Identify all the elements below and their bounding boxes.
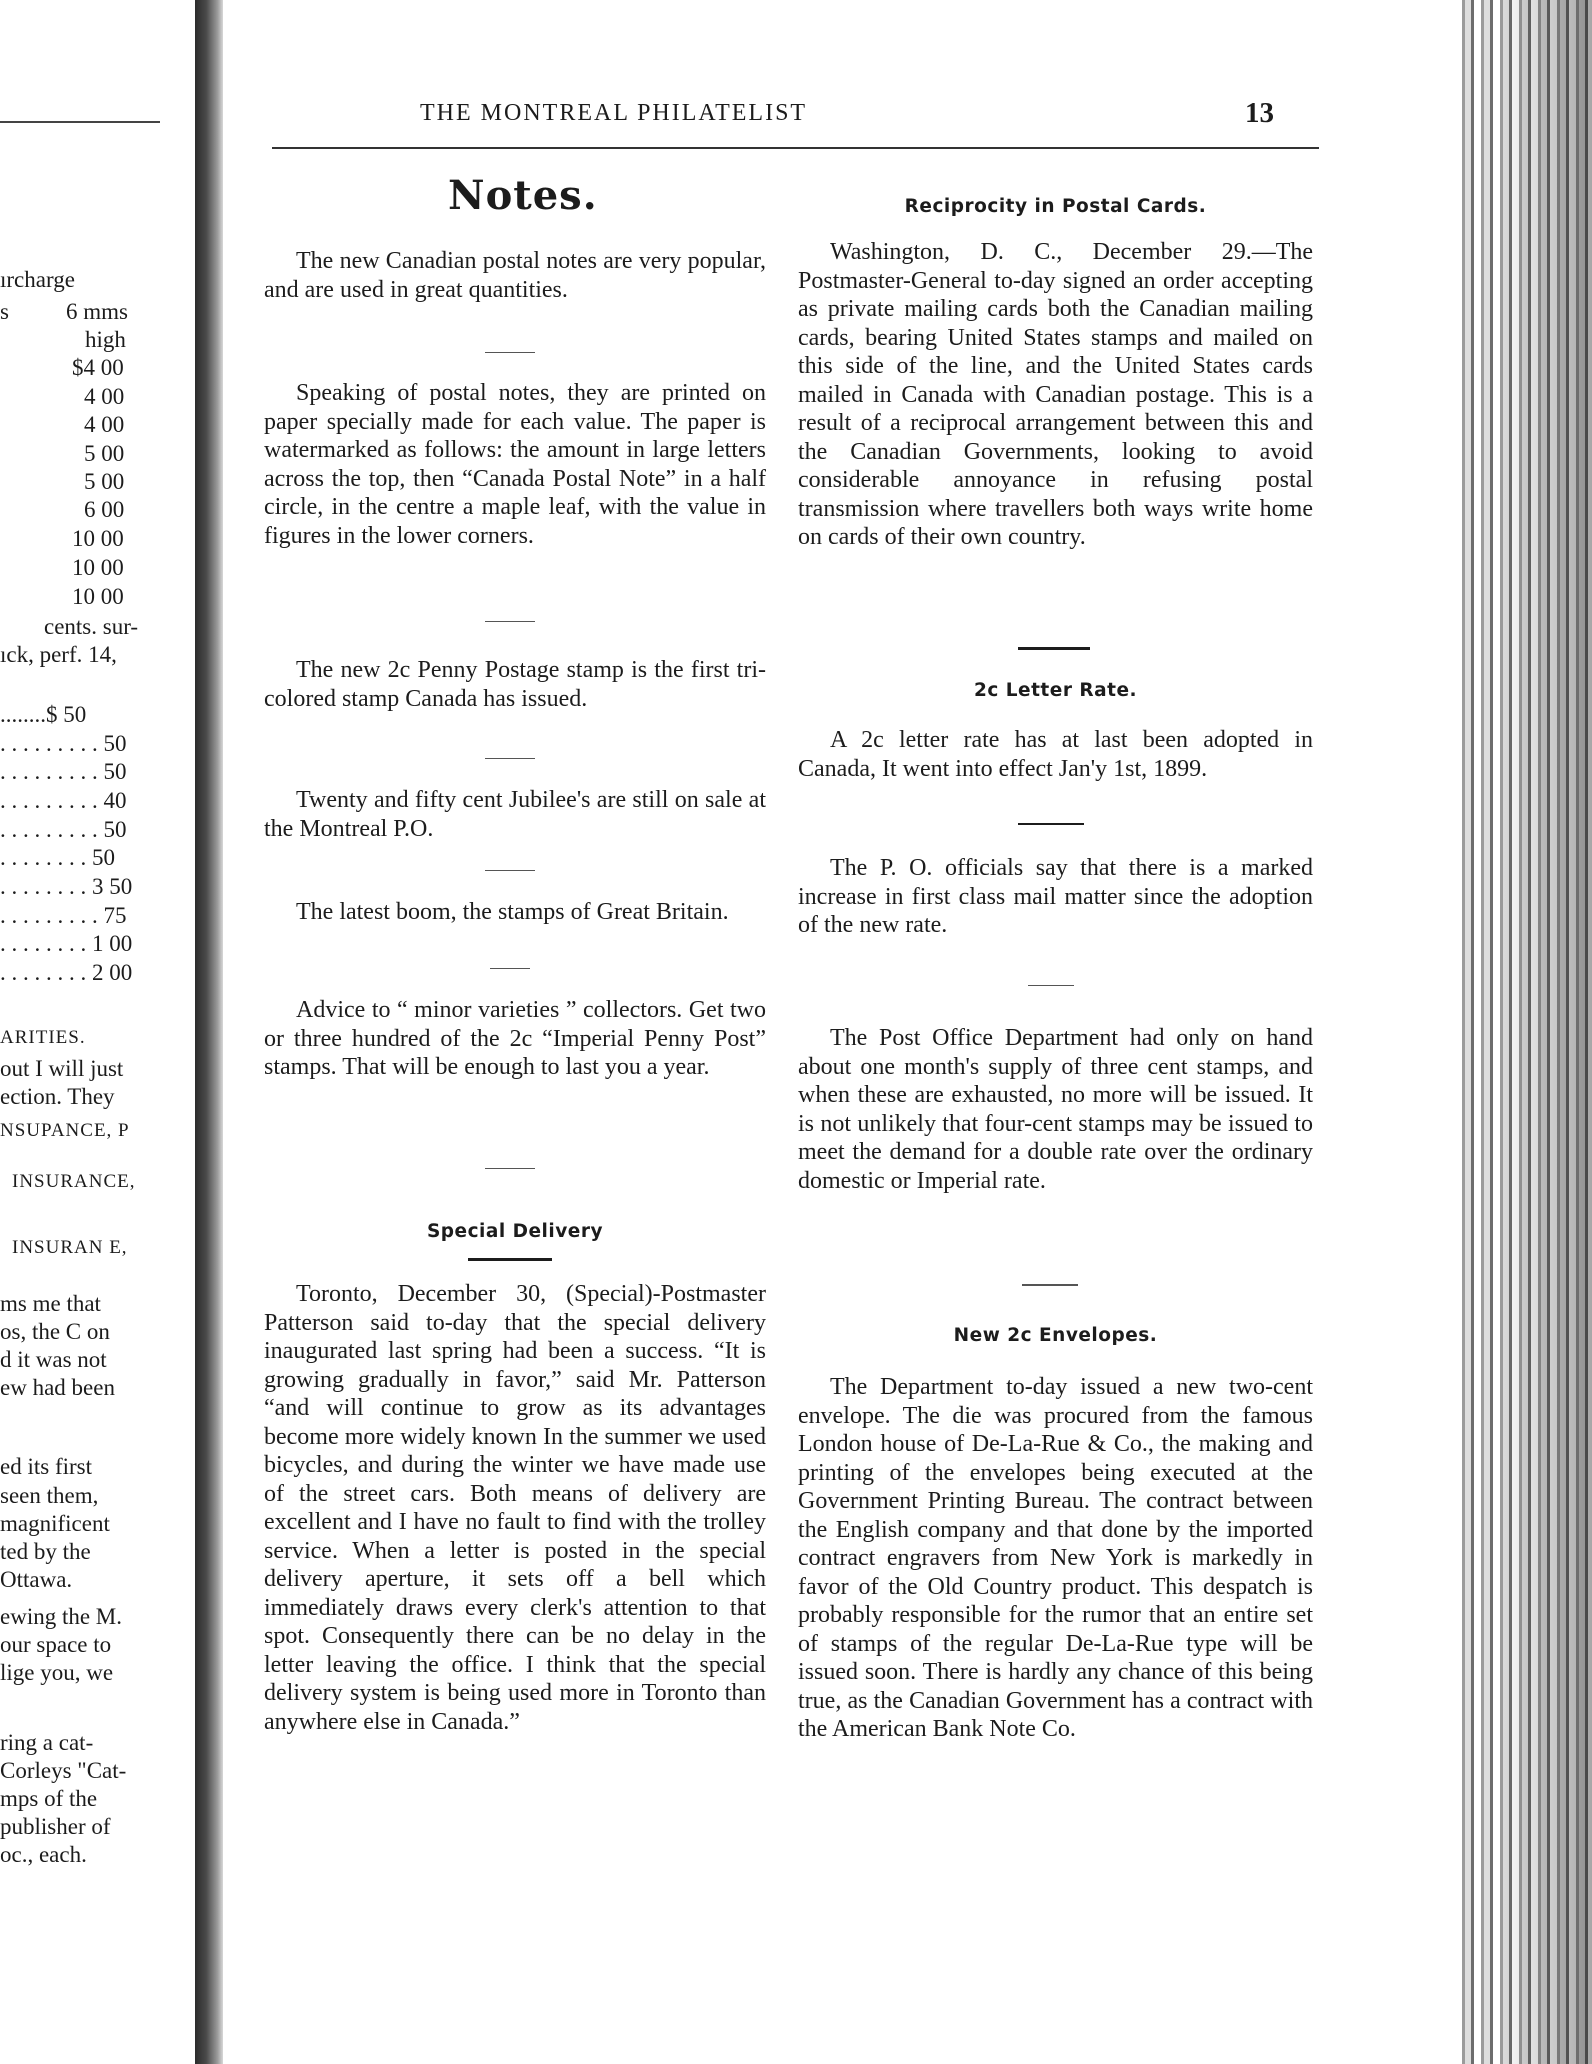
section-separator	[1028, 985, 1074, 986]
fragment-line: 5 00	[84, 469, 125, 494]
fragment-line: out I will just	[0, 1056, 124, 1081]
fragment-line: ew had been	[0, 1375, 115, 1400]
notes-paragraph: The new Canadian postal notes are very popular, and are used in great quantities.	[264, 248, 766, 303]
special-delivery-heading: Special Delivery	[426, 1221, 604, 1242]
notes-paragraph: Twenty and fifty cent Jubilee's are still on sale at the Montreal P.O.	[264, 787, 766, 842]
notes-paragraph: The latest boom, the stamps of Great Britain.	[296, 899, 729, 925]
po-officials-paragraph: The P. O. officials say that there is a marked increase in first class mail matter since the adoption of the new rate.	[798, 855, 1313, 938]
three-cent-paragraph: The Post Office Department had only on hand about one month's supply of three cent stamps, and when these are exhausted, no more will be issued. It is not unlikely that four-cent stamps may be issued to meet the demand for a double rate over the ordinary domestic or Imperial rate.	[798, 1025, 1313, 1194]
fragment-line: . . . . . . . . . 75	[0, 903, 127, 928]
fragment-line: ırcharge	[0, 267, 75, 292]
fragment-line: ms me that	[0, 1291, 101, 1316]
fragment-line: NSUPANCE, P	[0, 1120, 130, 1141]
fragment-line: our space to	[0, 1632, 112, 1657]
fragment-line: seen them,	[0, 1483, 99, 1508]
fragment-line: d it was not	[0, 1347, 107, 1372]
fragment-line: ed its first	[0, 1454, 92, 1479]
notes-paragraph: Advice to “ minor varieties ” collectors. Get two or three hundred of the 2c “Imperial Penny Post” stamps. That will be enough to last you a year.	[264, 997, 766, 1080]
page-number: 13	[1245, 97, 1274, 129]
fragment-line: ıck, perf. 14,	[0, 642, 117, 667]
fragment-line: magnificent	[0, 1511, 110, 1536]
fragment-line: ection. They	[0, 1084, 115, 1109]
section-separator	[1018, 823, 1084, 825]
fragment-line: 6 mms	[66, 299, 128, 324]
envelopes-paragraph: The Department to-day issued a new two-cent envelope. The die was procured from the famous London house of De-La-Rue & Co., the making and printing of the envelopes being executed at the Government Printing Bureau. The contract between the English company and that done by the imported contract engravers from New York is markedly in favor of the Old Country product. This despatch is probably responsible for the rumor that an entire set of stamps of the regular De-La-Rue type will be issued soon. There is hardly any chance of this being true, as the Canadian Government has a contract with the American Bank Note Co.	[798, 1374, 1313, 1742]
fragment-line: Ottawa.	[0, 1567, 73, 1592]
fragment-line: 4 00	[84, 412, 125, 437]
fragment-line: mps of the	[0, 1786, 98, 1811]
fragment-line: $4 00	[72, 355, 124, 380]
page-stack-shadow	[1500, 0, 1592, 2064]
fragment-line: ring a cat-	[0, 1730, 94, 1755]
book-gutter	[195, 0, 223, 2064]
fragment-line: high	[85, 327, 126, 352]
letter-rate-paragraph: A 2c letter rate has at last been adopted in Canada, It went into effect Jan'y 1st, 1899.	[798, 727, 1313, 782]
heading-rule	[468, 1258, 552, 1261]
fragment-line: . . . . . . . . . 50	[0, 759, 127, 784]
notes-heading: Notes.	[448, 172, 598, 219]
fragment-line: 10 00	[72, 526, 124, 551]
fragment-line: . . . . . . . . 3 50	[0, 874, 133, 899]
adjacent-page-fragment	[0, 0, 188, 2064]
section-separator	[490, 968, 530, 969]
fragment-line: ewing the M.	[0, 1604, 123, 1629]
fragment-line: 5 00	[84, 441, 125, 466]
fragment-line: publisher of	[0, 1814, 111, 1839]
fragment-line: cents. sur-	[44, 614, 139, 639]
fragment-line: INSURAN E,	[12, 1237, 128, 1258]
header-rule	[272, 147, 1319, 149]
fragment-line: 6 00	[84, 497, 125, 522]
running-header-title: THE MONTREAL PHILATELIST	[420, 100, 808, 126]
special-delivery-paragraph: Toronto, December 30, (Special)-Postmaster Patterson said to-day that the special delivery inaugurated last spring had been a success. “It is growing gradually in favor,” said Mr. Patterson “and will continue to grow as its advantages become more widely known In the summer we used bicycles, and during the winter we have made use of the street cars. Both means of delivery are excellent and I have no fault to find with the trolley service. When a letter is posted in the special delivery aperture, it sets off a bell which immediately draws every clerk's attention to that spot. Consequently there can be no delay in the letter leaving the office. I think that the special delivery system is being used more in Toronto than anywhere else in Canada.”	[264, 1281, 766, 1735]
fragment-line: . . . . . . . . 2 00	[0, 960, 133, 985]
fragment-line: . . . . . . . . . 50	[0, 731, 127, 756]
fragment-line: 10 00	[72, 555, 124, 580]
notes-paragraph: The new 2c Penny Postage stamp is the first tri-colored stamp Canada has issued.	[264, 657, 766, 712]
reciprocity-heading: Reciprocity in Postal Cards.	[904, 196, 1207, 217]
fragment-line: oc., each.	[0, 1842, 87, 1867]
envelopes-heading: New 2c Envelopes.	[953, 1325, 1158, 1346]
fragment-line: 10 00	[72, 584, 124, 609]
fragment-line: 4 00	[84, 384, 125, 409]
section-separator	[485, 758, 535, 759]
fragment-line: ........$ 50	[0, 702, 87, 727]
letter-rate-heading: 2c Letter Rate.	[973, 680, 1138, 701]
adjacent-page-rule	[0, 121, 160, 123]
fragment-line: . . . . . . . . 1 00	[0, 931, 133, 956]
fragment-line: lige you, we	[0, 1660, 114, 1685]
notes-paragraph: Speaking of postal notes, they are printed on paper specially made for each value. The paper is watermarked as follows: the amount in large letters across the top, then “Canada Postal Note” in a half circle, in the centre a maple leaf, with the value in figures in the lower corners.	[264, 380, 766, 549]
section-separator	[1022, 1284, 1078, 1286]
section-separator	[485, 621, 535, 622]
section-separator	[485, 1168, 535, 1169]
section-separator	[485, 352, 535, 353]
fragment-line: INSURANCE,	[12, 1171, 136, 1192]
fragment-line: . . . . . . . . . 40	[0, 788, 127, 813]
fragment-line: Corleys "Cat-	[0, 1758, 127, 1783]
fragment-line: . . . . . . . . . 50	[0, 817, 127, 842]
fragment-line: os, the C on	[0, 1319, 110, 1344]
fragment-line: ARITIES.	[0, 1027, 86, 1048]
fragment-line: ted by the	[0, 1539, 91, 1564]
reciprocity-paragraph: Washington, D. C., December 29.—The Postmaster-General to-day signed an order accepting as private mailing cards both the Canadian mailing cards, bearing United States stamps and mailed on this side of the line, and the United States cards mailed in Canada with Canadian postage. This is a result of a reciprocal arrangement between this and the Canadian Governments, looking to avoid considerable annoyance in refusing postal transmission where travellers both ways write home on cards of their own country.	[798, 239, 1313, 550]
section-separator	[1018, 647, 1090, 650]
fragment-line: . . . . . . . . 50	[0, 845, 115, 870]
section-separator	[485, 870, 535, 871]
fragment-line: s	[0, 299, 9, 324]
